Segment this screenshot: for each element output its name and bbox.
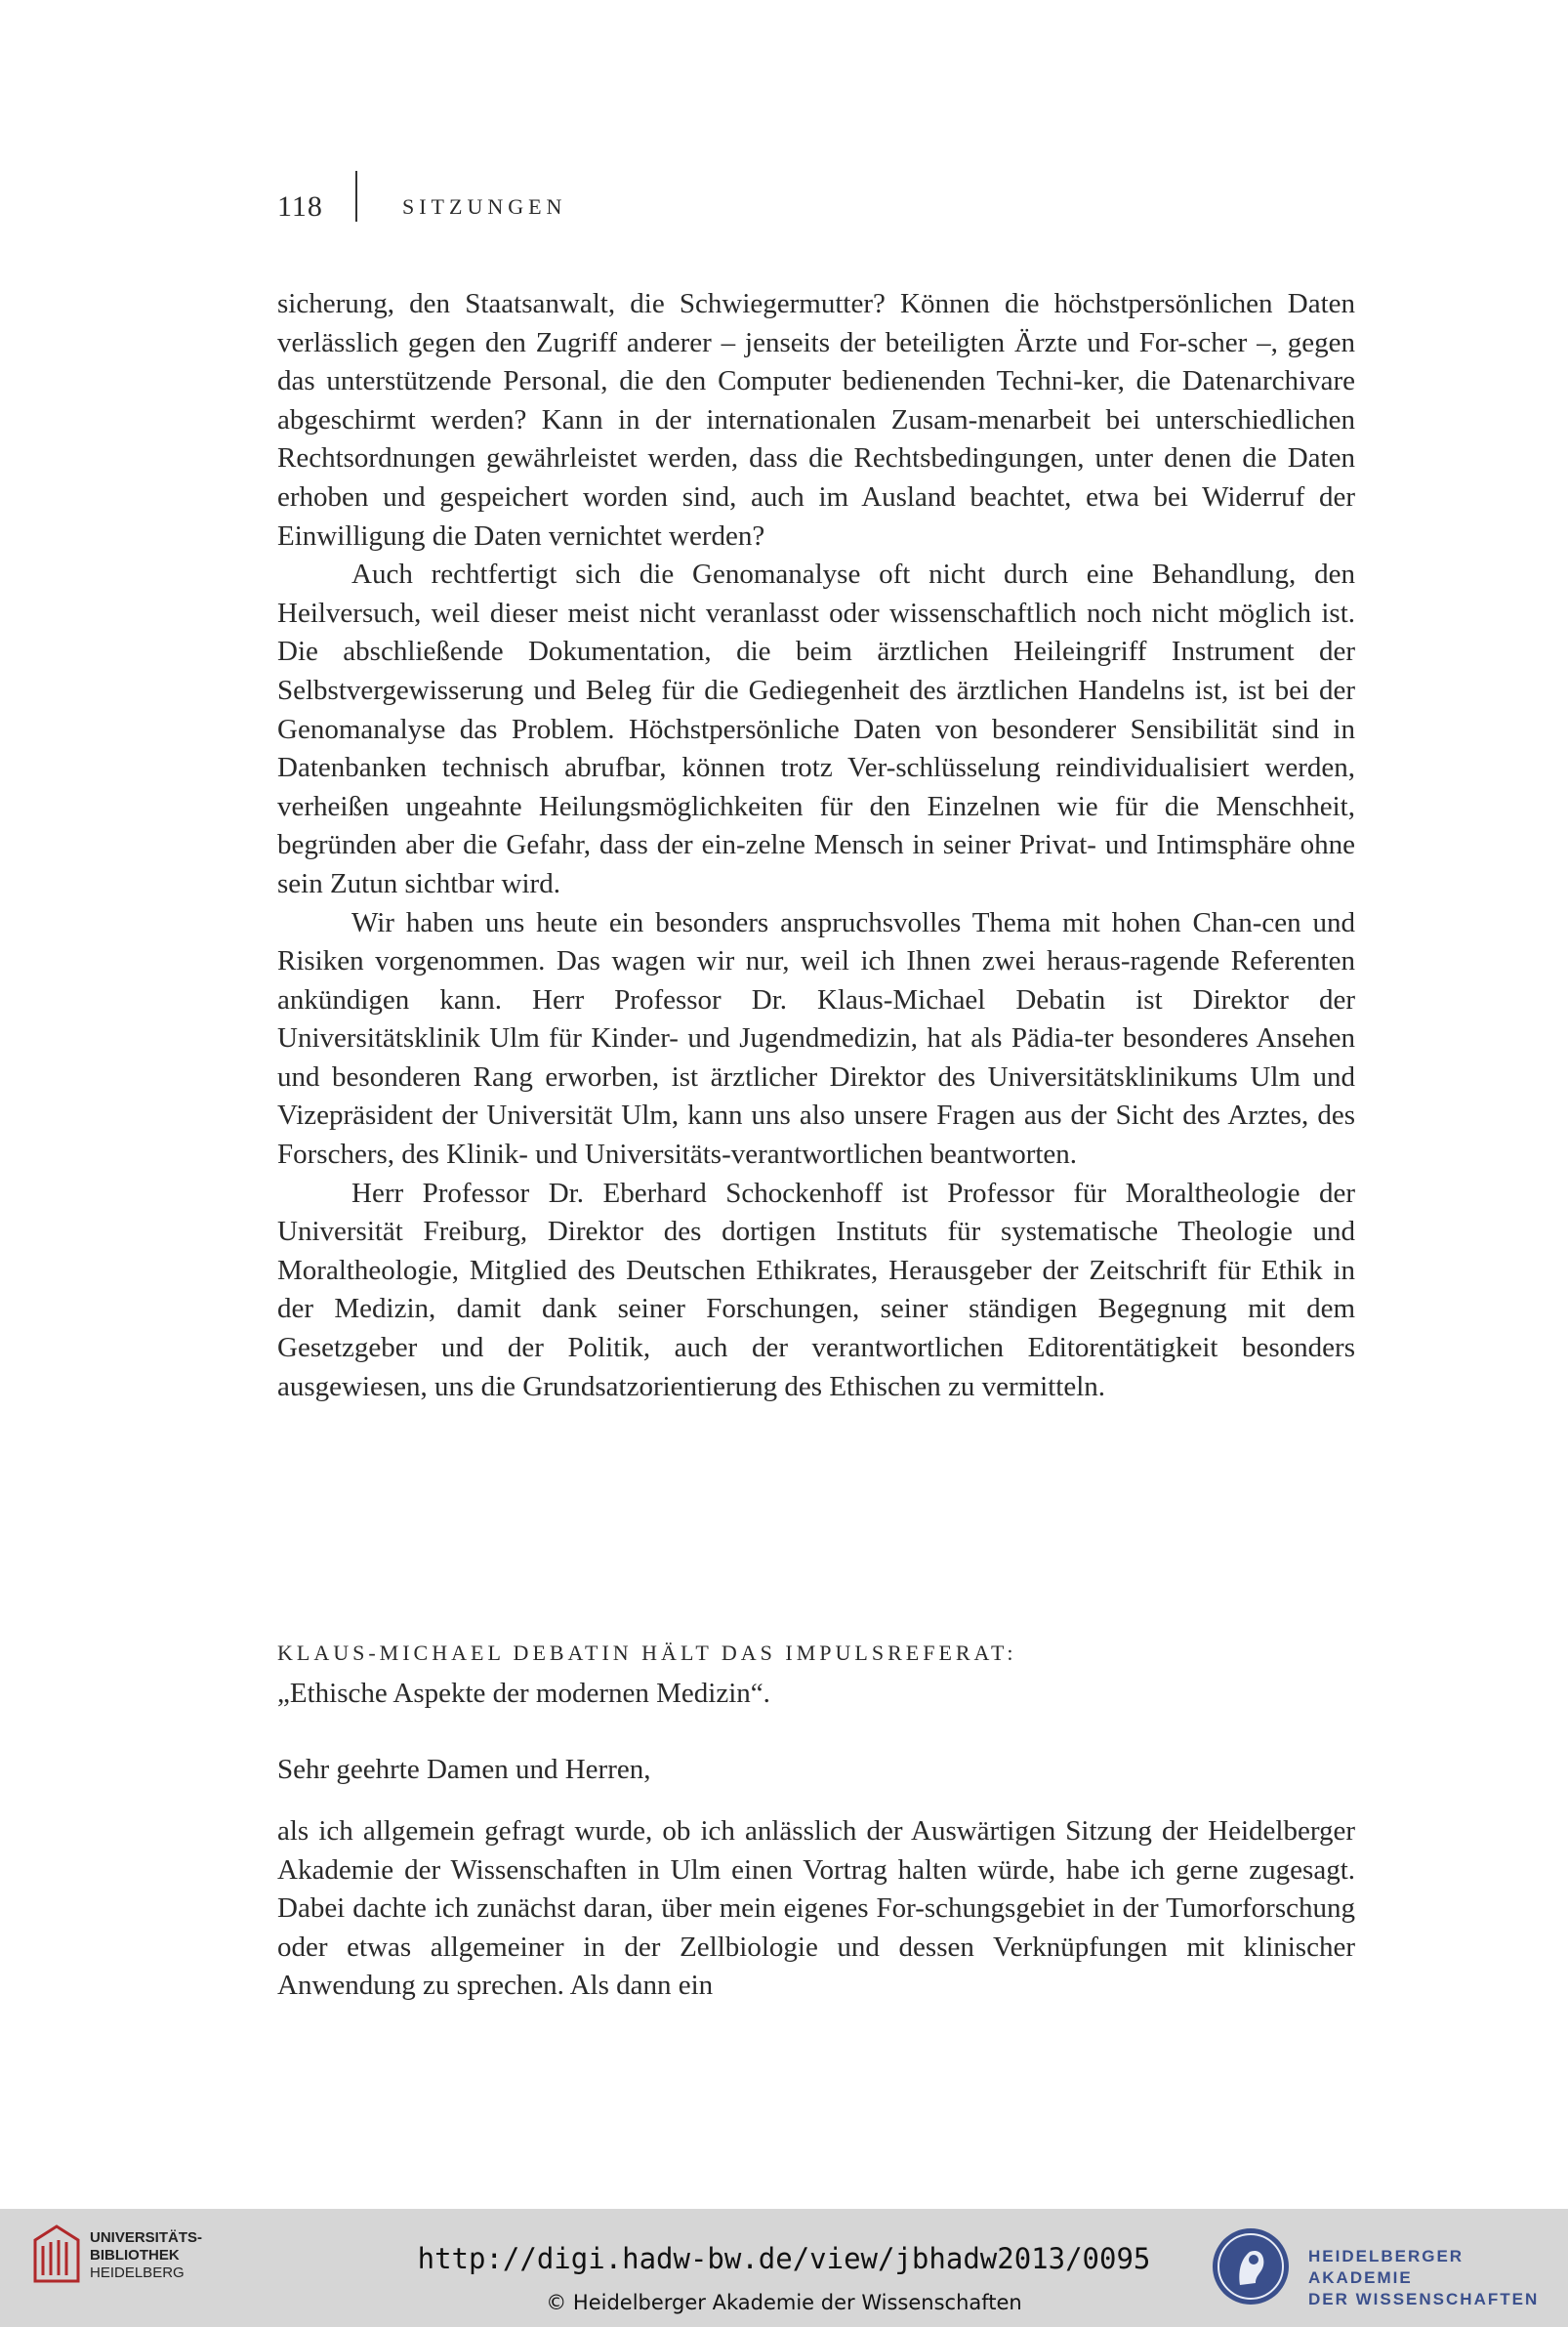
- library-name-line: UNIVERSITÄTS-: [90, 2229, 203, 2246]
- speech-text: [277, 1812, 1355, 2006]
- body-text: [277, 285, 1355, 1406]
- section-heading: KLAUS-MICHAEL DEBATIN HÄLT DAS IMPULSREFERAT:: [277, 1641, 1017, 1665]
- page-header: [277, 171, 1351, 222]
- paragraph: sicherung, den Staatsanwalt, die Schwiegermutter? Können die höchstpersönlichen Daten verlässlich gegen den Zugriff anderer – jenseits der beteiligten Ärzte und For-scher –, gegen das unterstützende Personal, die den Computer bedienenden Techni-ker, die Datenarchivare abgeschirmt werden? Kann in der internationalen Zusam-menarbeit bei unterschiedlichen Rechtsordnungen gewährleistet werden, dass die Rechtsbedingungen, unter denen die Daten erhoben und gespeichert worden sind, auch im Ausland beachtet, etwa bei Widerruf der Einwilligung die Daten vernichtet werden?: [277, 288, 1355, 552]
- paragraph: als ich allgemein gefragt wurde, ob ich anlässlich der Auswärtigen Sitzung der Heidelberger Akademie der Wissenschaften in Ulm einen Vortrag halten würde, habe ich gerne zugesagt. Dabei dachte ich zunächst daran, über mein eigenes For-schungsgebiet in der Tumorforschung oder etwas allgemeiner in der Zellbiologie und dessen Verknüpfungen mit klinischer Anwendung zu sprechen. Als dann ein: [277, 1815, 1355, 2002]
- running-head: SITZUNGEN: [402, 194, 567, 219]
- header-divider: [355, 171, 357, 222]
- section-title: „Ethische Aspekte der modernen Medizin“.: [277, 1678, 770, 1709]
- copyright-notice: © Heidelberger Akademie der Wissenschaften: [546, 2291, 1022, 2314]
- library-name-line: BIBLIOTHEK: [90, 2247, 180, 2264]
- source-url-link[interactable]: http://digi.hadw-bw.de/view/jbhadw2013/0095: [417, 2242, 1151, 2275]
- salutation: Sehr geehrte Damen und Herren,: [277, 1754, 651, 1785]
- academy-name-line: DER WISSENSCHAFTEN: [1308, 2290, 1540, 2308]
- hadw-seal-icon: [1211, 2226, 1291, 2306]
- academy-name-line: HEIDELBERGER AKADEMIE: [1308, 2247, 1465, 2287]
- academy-name: [1308, 2246, 1568, 2310]
- page-number: 118: [277, 190, 323, 223]
- paragraph: Wir haben uns heute ein besonders anspruchsvolles Thema mit hohen Chan-cen und Risiken vorgenommen. Das wagen wir nur, weil ich Ihnen zwei heraus-ragende Referenten ankündigen kann. Herr Professor Dr. Klaus-Michael Debatin ist Direktor der Universitätsklinik Ulm für Kinder- und Jugendmedizin, hat als Pädia-ter besonderes Ansehen und besonderen Rang erworben, ist ärztlicher Direktor des Universitätsklinikums Ulm und Vizepräsident der Universität Ulm, kann uns also unsere Fragen aus der Sicht des Arztes, des Forschers, des Klinik- und Universitäts-verantwortlichen beantworten.: [277, 906, 1355, 1171]
- paragraph: Herr Professor Dr. Eberhard Schockenhoff ist Professor für Moraltheologie der Universität Freiburg, Direktor des dortigen Instituts für systematische Theologie und Moraltheologie, Mitglied des Deutschen Ethikrates, Herausgeber der Zeitschrift für Ethik in der Medizin, damit dank seiner Forschungen, seiner ständigen Begegnung mit dem Gesetzgeber und der Politik, auch der verantwortlichen Editorentätigkeit besonders ausgewiesen, uns die Grundsatzorientierung des Ethischen zu vermitteln.: [277, 1177, 1355, 1402]
- library-city: HEIDELBERG: [90, 2265, 185, 2281]
- paragraph: Auch rechtfertigt sich die Genomanalyse oft nicht durch eine Behandlung, den Heilversuch, weil dieser meist nicht veranlasst oder wissenschaftlich noch nicht möglich ist. Die abschließende Dokumentation, die beim ärztlichen Heileingriff Instrument der Selbstvergewisserung und Beleg für die Gediegenheit des ärztlichen Handelns ist, ist bei der Genomanalyse das Problem. Höchstpersönliche Daten von besonderer Sensibilität sind in Datenbanken technisch abrufbar, können trotz Ver-schlüsselung reindividualisiert werden, verheißen ungeahnte Heilungsmöglichkeiten für den Einzelnen wie für die Menschheit, begründen aber die Gefahr, dass der ein-zelne Mensch in seiner Privat- und Intimsphäre ohne sein Zutun sichtbar wird.: [277, 559, 1355, 899]
